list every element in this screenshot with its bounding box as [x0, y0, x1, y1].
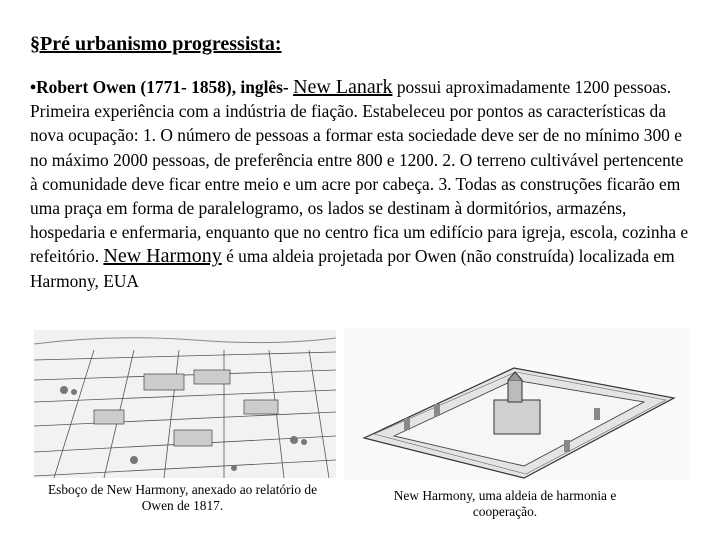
paragraph-part-2: é uma aldeia projetada por Owen (não construída) localizada em Harmony, EUA: [30, 246, 675, 291]
slide-paragraph: [30, 75, 690, 293]
new-lanark-link[interactable]: New Lanark: [293, 76, 393, 98]
parallelogram-village-image: [344, 328, 690, 480]
dash: -: [282, 77, 294, 97]
left-figure-caption: Esboço de New Harmony, anexado ao relatório de Owen de 1817.: [47, 482, 318, 513]
right-figure-caption: New Harmony, uma aldeia de harmonia e cooperação.: [393, 488, 617, 519]
landscape-sketch-image: [34, 330, 336, 478]
bullet: •: [30, 77, 37, 97]
author-name: Robert Owen (1771- 1858), inglês: [36, 77, 283, 97]
slide-heading: §Pré urbanismo progressista:: [30, 33, 282, 55]
paragraph-part-1: possui aproximadamente 1200 pessoas. Primeira experiência com a indústria de fiação. Estabeleceu por pontos as características da nova ocupação: 1. O número de pessoas a formar esta sociedade deve ser de no mínimo 300 e no máximo 2000 pessoas, de preferência entre 800 e 1200. 2. O terreno cultivável pertencente à comunidade deve ficar entre meio e um acre por cabeça. 3. Todas as construções ficarão em uma praça em forma de paralelogramo, os lados se destinam à dormitórios, armazéns, hospedaria e enfermaria, enquanto que no centro fica um edifício para igreja, escola, cozinha e refeitório.: [30, 77, 689, 267]
new-harmony-link[interactable]: New Harmony: [103, 245, 222, 268]
